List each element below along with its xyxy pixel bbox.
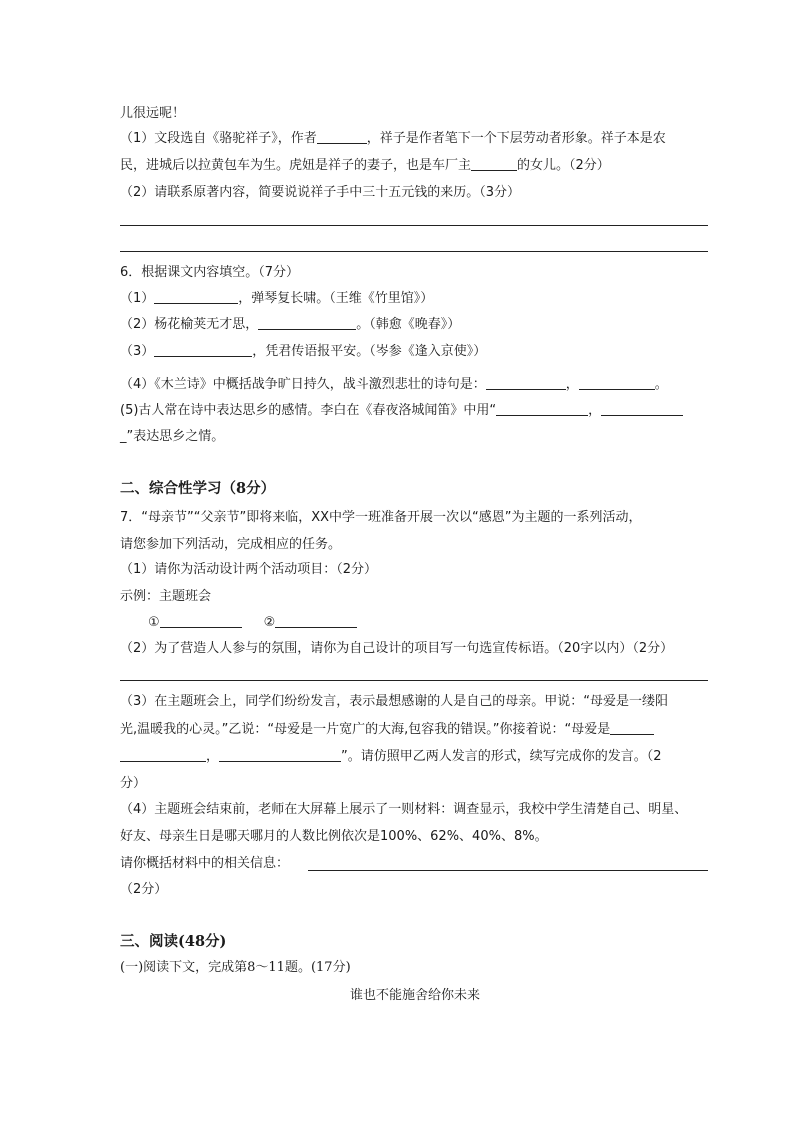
blank-6-4b[interactable] xyxy=(579,375,655,390)
question-7-3-cont: ， ”。请仿照甲乙两人发言的形式，续写完成你的发言。（2 xyxy=(120,747,662,767)
blank-6-1[interactable] xyxy=(154,289,238,304)
question-6-1: （1） ，弹琴复长啸。（王维《竹里馆》） xyxy=(120,291,434,306)
blank-7-3c[interactable] xyxy=(219,747,341,762)
question-7-3: （3）在主题班会上，同学们纷纷发言，表示最想感谢的人是自己的母亲。甲说：“母爱是一缕阳 xyxy=(120,694,669,709)
question-7-4-score: （2分） xyxy=(120,882,168,897)
blank-activity-2[interactable] xyxy=(275,613,357,628)
blank-owner[interactable] xyxy=(471,156,517,171)
blank-6-3[interactable] xyxy=(154,342,252,357)
answer-line[interactable] xyxy=(120,680,708,681)
blank-6-5a[interactable] xyxy=(496,401,588,416)
question-6: 6．根据课文内容填空。（7分） xyxy=(120,265,300,280)
question-5-2: （2）请联系原著内容，简要说说祥子手中三十五元钱的来历。（3分） xyxy=(120,185,521,200)
question-7: 7．“母亲节”“父亲节”即将来临，XX中学一班准备开展一次以“感恩”为主题的一系列活动， xyxy=(120,510,642,525)
question-6-2: （2）杨花榆荚无才思， 。（韩愈《晚春》） xyxy=(120,317,461,332)
reading-instruction: (一)阅读下文，完成第8～11题。(17分) xyxy=(120,960,351,975)
question-7-4-prompt: 请你概括材料中的相关信息： xyxy=(120,856,290,871)
article-title: 谁也不能施舍给你未来 xyxy=(349,988,480,1003)
question-5-1-cont: 民，进城后以拉黄包车为生。虎妞是祥子的妻子，也是车厂主 的女儿。（2分） xyxy=(120,158,610,173)
question-7-2: （2）为了营造人人参与的氛围，请你为自己设计的项目写一句选宣传标语。（20字以内）（2分） xyxy=(120,641,674,656)
question-7-3-cont: 分） xyxy=(120,776,147,791)
answer-line[interactable] xyxy=(120,251,708,252)
question-7-3-cont: 光,温暖我的心灵。”乙说：“母爱是一片宽广的大海,包容我的错误。”你接着说：“母爱是 xyxy=(120,720,654,740)
question-6-4: （4）《木兰诗》中概括战争旷日持久，战斗激烈悲壮的诗句是： ， 。 xyxy=(120,377,668,392)
question-7-cont: 请您参加下列活动，完成相应的任务。 xyxy=(120,537,342,552)
blank-6-2[interactable] xyxy=(258,315,356,330)
blank-7-3b[interactable] xyxy=(120,747,206,762)
question-5-1: （1）文段选自《骆驼祥子》，作者 ，祥子是作者笔下一个下层劳动者形象。祥子本是农 xyxy=(120,131,666,146)
question-6-5: (5)古人常在诗中表达思乡的感情。李白在《春夜洛城闻笛》中用“ ， xyxy=(120,401,683,421)
blank-6-5b[interactable] xyxy=(601,401,683,416)
blank-7-3a[interactable] xyxy=(610,720,654,735)
question-7-1: （1）请你为活动设计两个活动项目：（2分） xyxy=(120,562,378,577)
blank-author[interactable] xyxy=(317,129,367,144)
answer-line[interactable] xyxy=(308,870,708,871)
example-text: 示例：主题班会 xyxy=(120,589,212,604)
answer-line[interactable] xyxy=(120,225,708,226)
question-6-3: （3） ，凭君传语报平安。（岑参《逢入京使》） xyxy=(120,344,487,359)
section-heading: 二、综合性学习（8分） xyxy=(120,480,276,497)
section-heading: 三、阅读(48分) xyxy=(120,933,227,950)
question-7-4-cont: 好友、母亲生日是哪天哪月的人数比例依次是100%、62%、40%、8%。 xyxy=(120,829,548,844)
question-6-5-cont: _”表达思乡之情。 xyxy=(120,429,225,444)
blank-activity-1[interactable] xyxy=(160,613,242,628)
text-line: 儿很远呢！ xyxy=(120,106,186,121)
question-7-4: （4）主题班会结束前，老师在大屏幕上展示了一则材料：调查显示，我校中学生清楚自己、明星、 xyxy=(120,802,688,817)
activity-blanks: ① ② xyxy=(148,613,357,633)
blank-6-4a[interactable] xyxy=(486,375,566,390)
